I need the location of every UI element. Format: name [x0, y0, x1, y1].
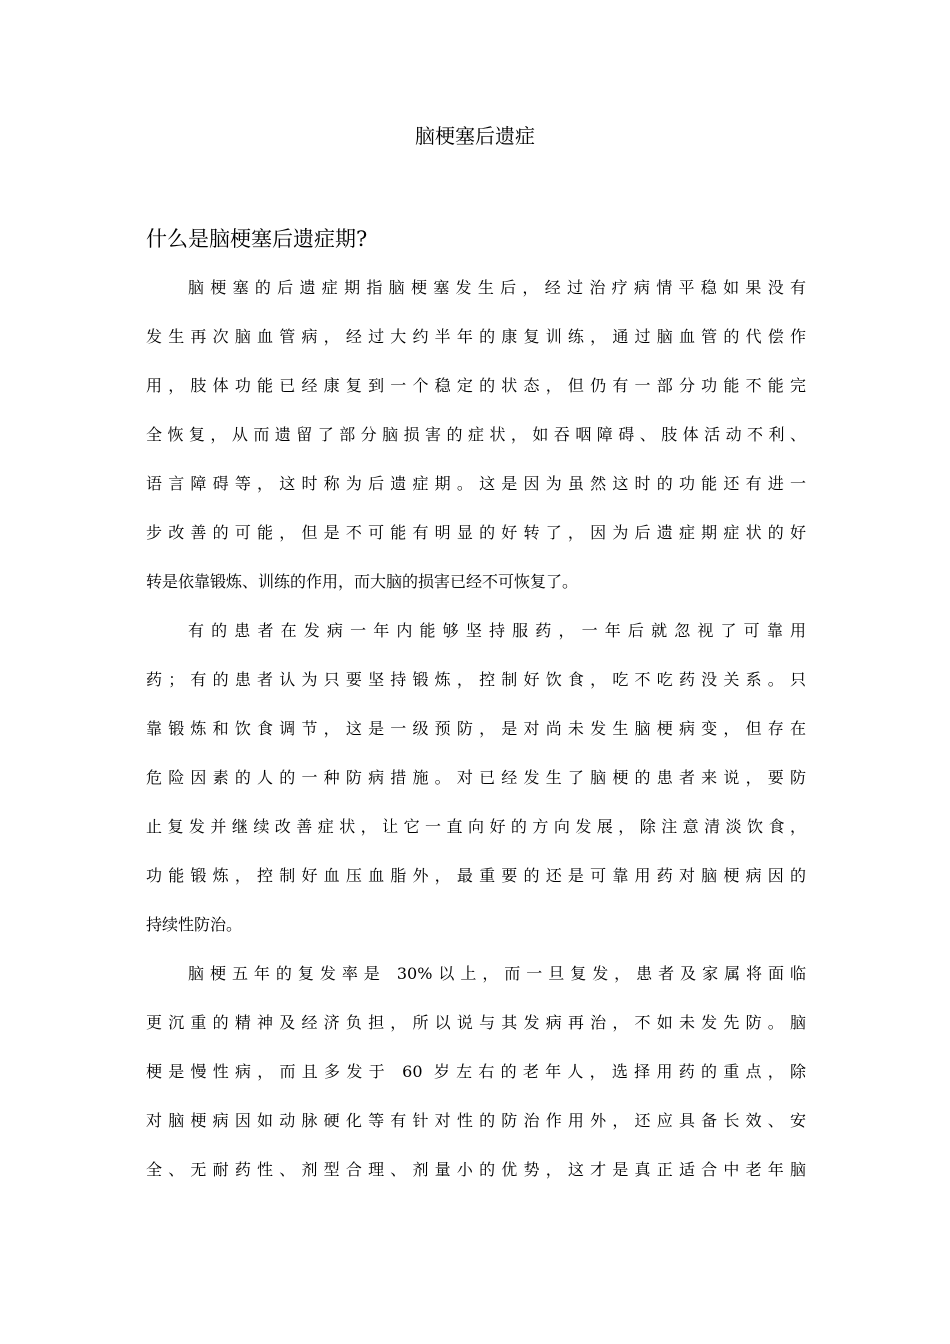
paragraph-line: 梗是慢性病，而且多发于 60 岁左右的老年人，选择用药的重点，除 [146, 1062, 806, 1081]
paragraph [146, 612, 806, 955]
paragraph-line: 危险因素的人的一种防病措施。对已经发生了脑梗的患者来说，要防 [146, 768, 806, 787]
paragraph-line: 靠锻炼和饮食调节，这是一级预防，是对尚未发生脑梗病变，但存在 [146, 719, 806, 738]
document-title: 脑梗塞后遗症 [415, 124, 535, 148]
paragraph-line: 全、无耐药性、剂型合理、剂量小的优势，这才是真正适合中老年脑 [146, 1160, 806, 1179]
question-heading: 什么是脑梗塞后遗症期? [146, 227, 368, 251]
paragraph-line: 用，肢体功能已经康复到一个稳定的状态，但仍有一部分功能不能完 [146, 376, 806, 395]
paragraph-line: 功能锻炼，控制好血压血脂外，最重要的还是可靠用药对脑梗病因的 [146, 866, 806, 885]
paragraph-line: 有的患者在发病一年内能够坚持服药，一年后就忽视了可靠用 [188, 621, 806, 640]
document-body [146, 220, 806, 1200]
paragraph-line: 持续性防治。 [146, 915, 243, 934]
paragraph [146, 955, 806, 1200]
paragraph-line: 全恢复，从而遗留了部分脑损害的症状，如吞咽障碍、肢体活动不利、 [146, 425, 806, 444]
paragraph-line: 发生再次脑血管病，经过大约半年的康复训练，通过脑血管的代偿作 [146, 327, 806, 346]
paragraph-line: 止复发并继续改善症状，让它一直向好的方向发展，除注意清淡饮食， [146, 817, 806, 836]
paragraph-line: 脑梗塞的后遗症期指脑梗塞发生后，经过治疗病情平稳如果没有 [188, 278, 806, 297]
paragraph-line: 转是依靠锻炼、训练的作用，而大脑的损害已经不可恢复了。 [146, 572, 579, 591]
paragraph-line: 对脑梗病因如动脉硬化等有针对性的防治作用外，还应具备长效、安 [146, 1111, 806, 1130]
paragraph-line: 步改善的可能，但是不可能有明显的好转了，因为后遗症期症状的好 [146, 523, 806, 542]
paragraph-line: 语言障碍等，这时称为后遗症期。这是因为虽然这时的功能还有进一 [146, 474, 806, 493]
paragraph [146, 269, 806, 612]
paragraph-line: 更沉重的精神及经济负担，所以说与其发病再治，不如未发先防。脑 [146, 1013, 806, 1032]
paragraph-line: 药；有的患者认为只要坚持锻炼，控制好饮食，吃不吃药没关系。只 [146, 670, 806, 689]
paragraph-line: 脑梗五年的复发率是 30%以上，而一旦复发，患者及家属将面临 [188, 964, 806, 983]
